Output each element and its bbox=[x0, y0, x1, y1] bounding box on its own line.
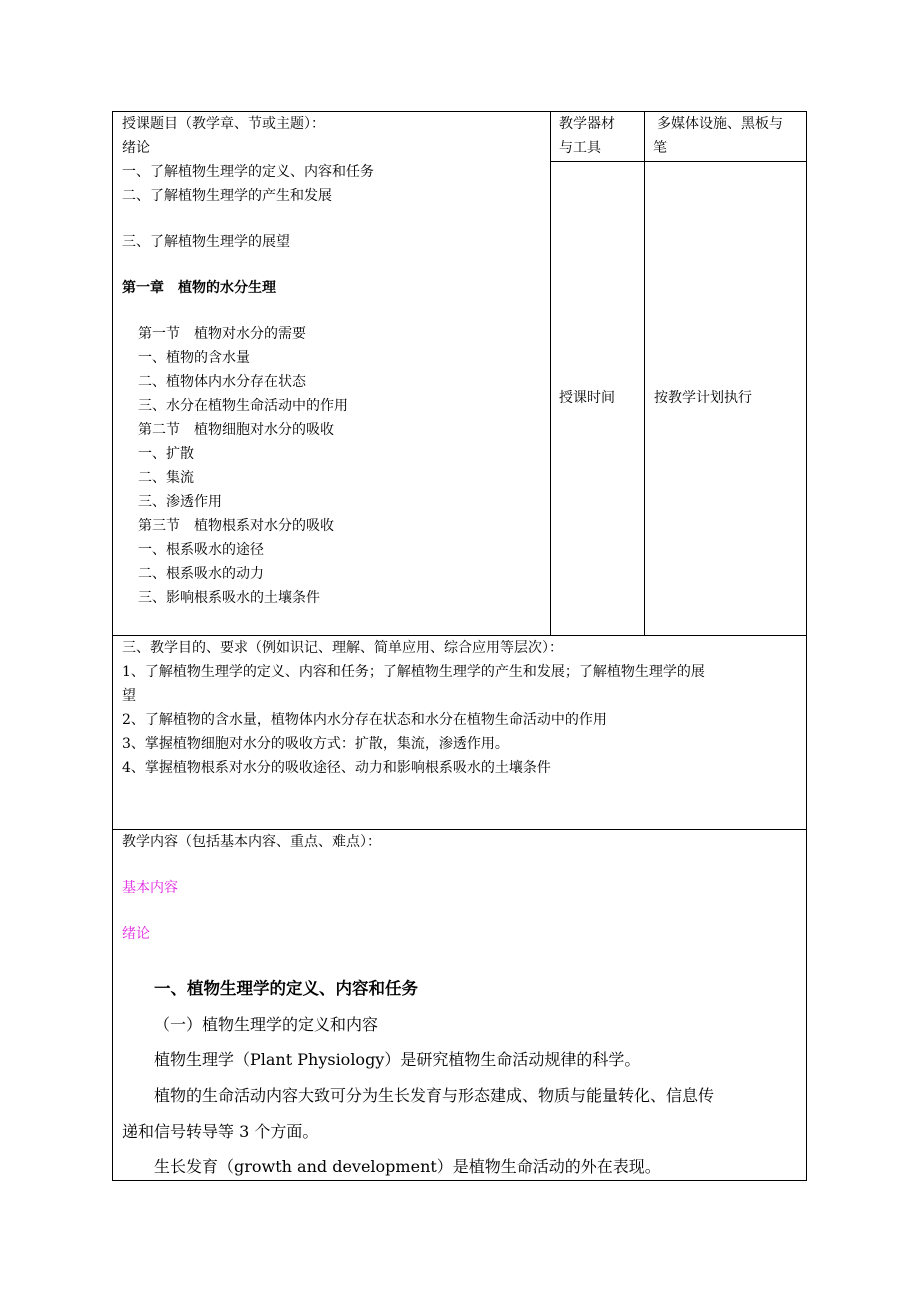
paragraph: 植物的生命活动内容大致可分为生长发育与形态建成、物质与能量转化、信息传 bbox=[154, 1086, 715, 1105]
content-heading: 教学内容（包括基本内容、重点、难点）： bbox=[122, 834, 381, 850]
outline-item: 一、根系吸水的途径 bbox=[138, 542, 264, 558]
intro-item: 一、了解植物生理学的定义、内容和任务 bbox=[122, 164, 374, 180]
outline-item: 二、根系吸水的动力 bbox=[138, 566, 264, 582]
column-divider bbox=[550, 112, 551, 635]
objective-item: 3、掌握植物细胞对水分的吸收方式：扩散，集流，渗透作用。 bbox=[122, 736, 509, 752]
paragraph: 植物生理学（Plant Physiology）是研究植物生命活动规律的科学。 bbox=[154, 1050, 641, 1069]
equipment-label: 与工具 bbox=[559, 140, 601, 156]
objectives-heading: 三、教学目的、要求（例如识记、理解、简单应用、综合应用等层次）： bbox=[122, 640, 563, 656]
outline-item: 三、影响根系吸水的土壤条件 bbox=[138, 590, 320, 606]
row-divider bbox=[113, 635, 806, 636]
topic-heading: 授课题目（教学章、节或主题）： bbox=[122, 116, 325, 132]
intro-title: 绪论 bbox=[122, 140, 150, 156]
schedule-label: 授课时间 bbox=[559, 390, 615, 406]
objective-item: 望 bbox=[122, 688, 136, 704]
intro-label: 绪论 bbox=[122, 926, 150, 942]
outline-item: 一、植物的含水量 bbox=[138, 350, 250, 366]
column-divider bbox=[644, 112, 645, 635]
subsection-title: （一）植物生理学的定义和内容 bbox=[154, 1015, 379, 1034]
equipment-value: 多媒体设施、黑板与 bbox=[657, 116, 783, 132]
outline-item: 第三节 植物根系对水分的吸收 bbox=[138, 518, 334, 534]
equipment-value: 笔 bbox=[653, 140, 667, 156]
schedule-value: 按教学计划执行 bbox=[654, 390, 752, 406]
outline-item: 三、水分在植物生命活动中的作用 bbox=[138, 398, 348, 414]
intro-item: 三、了解植物生理学的展望 bbox=[122, 234, 290, 250]
objective-item: 1、了解植物生理学的定义、内容和任务；了解植物生理学的产生和发展；了解植物生理学的展 bbox=[122, 664, 705, 680]
outline-item: 第一节 植物对水分的需要 bbox=[138, 326, 306, 342]
outline-item: 二、植物体内水分存在状态 bbox=[138, 374, 306, 390]
outline-item: 三、渗透作用 bbox=[138, 494, 222, 510]
lesson-plan-table bbox=[112, 111, 807, 1181]
basic-content-label: 基本内容 bbox=[122, 880, 178, 896]
paragraph: 生长发育（growth and development）是植物生命活动的外在表现。 bbox=[154, 1157, 661, 1176]
row-divider bbox=[113, 829, 806, 830]
intro-item: 二、了解植物生理学的产生和发展 bbox=[122, 188, 332, 204]
chapter-title: 第一章 植物的水分生理 bbox=[122, 280, 276, 296]
outline-item: 一、扩散 bbox=[138, 446, 194, 462]
objective-item: 4、掌握植物根系对水分的吸收途径、动力和影响根系吸水的土壤条件 bbox=[122, 760, 551, 776]
outline-item: 第二节 植物细胞对水分的吸收 bbox=[138, 422, 334, 438]
row-divider bbox=[550, 161, 806, 162]
equipment-label: 教学器材 bbox=[559, 116, 615, 132]
paragraph: 递和信号转导等 3 个方面。 bbox=[122, 1122, 319, 1141]
outline-item: 二、集流 bbox=[138, 470, 194, 486]
objective-item: 2、了解植物的含水量，植物体内水分存在状态和水分在植物生命活动中的作用 bbox=[122, 712, 607, 728]
section-title: 一、植物生理学的定义、内容和任务 bbox=[154, 979, 418, 998]
